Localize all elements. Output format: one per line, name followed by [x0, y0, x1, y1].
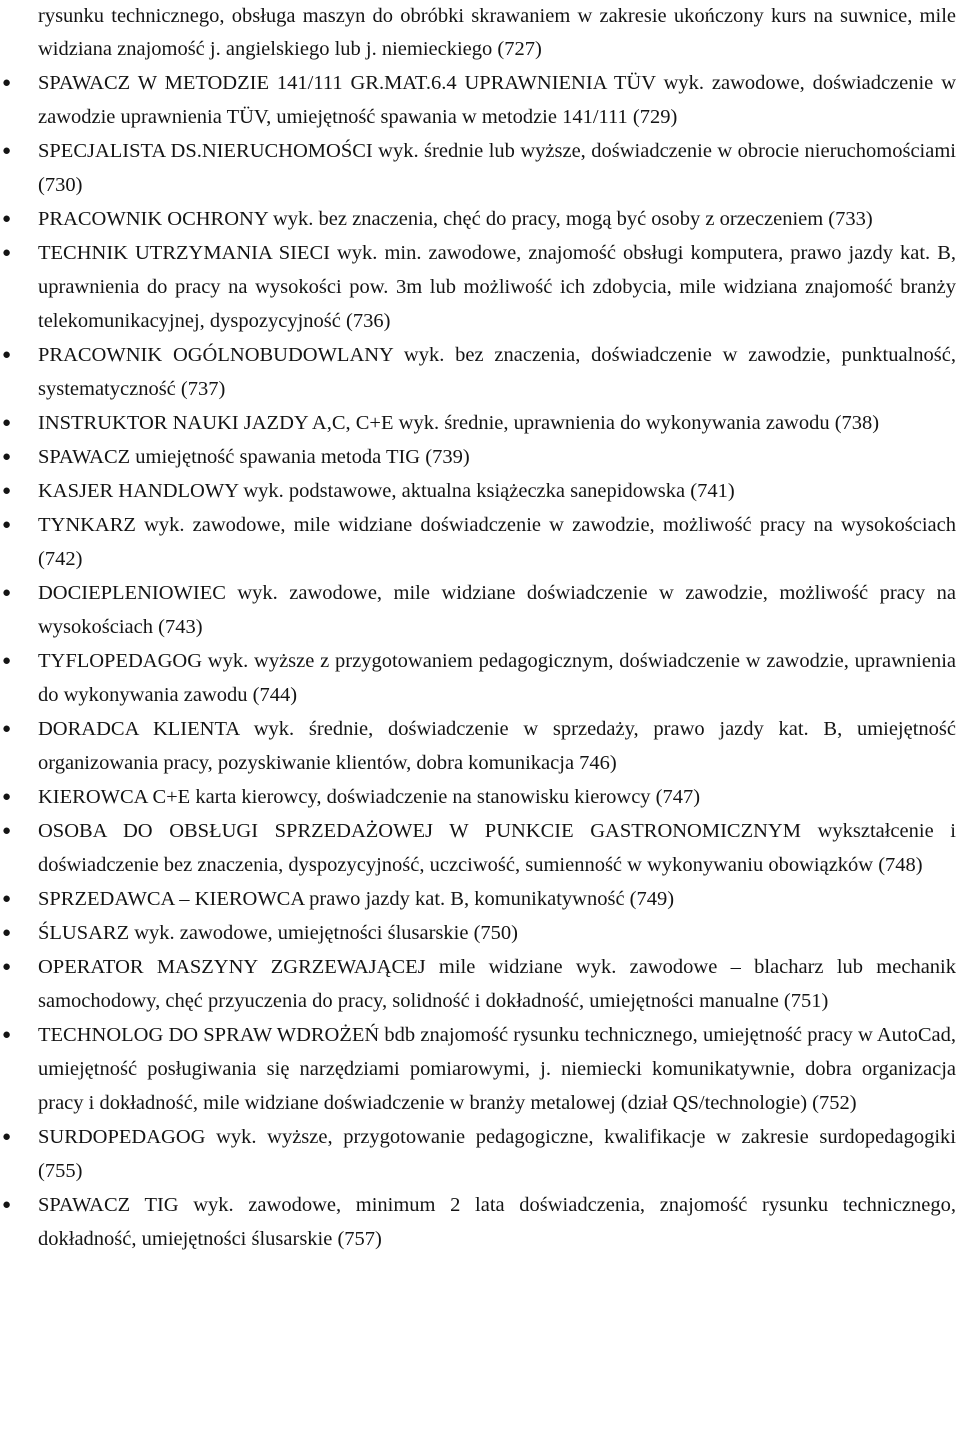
list-item — [0, 508, 956, 576]
list-item — [0, 576, 956, 644]
list-item-text: DORADCA KLIENTA wyk. średnie, doświadczenie w sprzedaży, prawo jazdy kat. B, umiejętność organizowania pracy, pozyskiwanie klientów, dobra komunikacja 746) — [38, 718, 956, 774]
bullet-icon: ● — [2, 211, 12, 227]
list-item — [0, 644, 956, 712]
bullet-icon: ● — [2, 789, 12, 805]
list-item-text: ŚLUSARZ wyk. zawodowe, umiejętności ślusarskie (750) — [38, 922, 518, 944]
list-item — [0, 338, 956, 406]
list-item-text: INSTRUKTOR NAUKI JAZDY A,C, C+E wyk. średnie, uprawnienia do wykonywania zawodu (738) — [38, 412, 880, 434]
list-item — [0, 814, 956, 882]
list-item-text: PRACOWNIK OGÓLNOBUDOWLANY wyk. bez znaczenia, doświadczenie w zawodzie, punktualność, systematyczność (737) — [38, 344, 956, 400]
bullet-icon: ● — [2, 75, 12, 91]
list-item-text: SURDOPEDAGOG wyk. wyższe, przygotowanie pedagogiczne, kwalifikacje w zakresie surdopedagogiki (755) — [38, 1126, 956, 1182]
list-item — [0, 1018, 956, 1120]
bullet-icon: ● — [2, 483, 12, 499]
list-item-text: KASJER HANDLOWY wyk. podstawowe, aktualna książeczka sanepidowska (741) — [38, 480, 735, 502]
list-item-text: SPAWACZ W METODZIE 141/111 GR.MAT.6.4 UPRAWNIENIA TÜV wyk. zawodowe, doświadczenie w zawodzie uprawnienia TÜV, umiejętność spawania w metodzie 141/111 (729) — [38, 72, 956, 128]
bullet-icon: ● — [2, 1027, 12, 1043]
bullet-icon: ● — [2, 1129, 12, 1145]
list-item-text: PRACOWNIK OCHRONY wyk. bez znaczenia, chęć do pracy, mogą być osoby z orzeczeniem (733) — [38, 208, 873, 230]
bullet-icon: ● — [2, 823, 12, 839]
list-item-text: OPERATOR MASZYNY ZGRZEWAJĄCEJ mile widziane wyk. zawodowe – blacharz lub mechanik samochodowy, chęć przyuczenia do pracy, solidność i dokładność, umiejętności manualne (751) — [38, 956, 956, 1012]
bullet-icon: ● — [2, 517, 12, 533]
list-item — [0, 474, 956, 508]
list-item-text: TYFLOPEDAGOG wyk. wyższe z przygotowaniem pedagogicznym, doświadczenie w zawodzie, uprawnienia do wykonywania zawodu (744) — [38, 650, 956, 706]
list-item — [0, 236, 956, 338]
list-item-text: KIEROWCA C+E karta kierowcy, doświadczenie na stanowisku kierowcy (747) — [38, 786, 701, 808]
list-item — [0, 712, 956, 780]
list-item — [0, 1188, 956, 1256]
job-offer-list — [0, 66, 956, 1256]
list-item-text: TECHNOLOG DO SPRAW WDROŻEŃ bdb znajomość rysunku technicznego, umiejętność pracy w AutoCad, umiejętność posługiwania się narzędziami pomiarowymi, j. niemiecki komunikatywnie, dobra organizacja pracy i dokładność, mile widziane doświadczenie w branży metalowej (dział QS/technologie) (752) — [38, 1024, 956, 1114]
list-item — [0, 780, 956, 814]
list-item-text: TYNKARZ wyk. zawodowe, mile widziane doświadczenie w zawodzie, możliwość pracy na wysokościach (742) — [38, 514, 956, 570]
bullet-icon: ● — [2, 347, 12, 363]
bullet-icon: ● — [2, 415, 12, 431]
bullet-icon: ● — [2, 143, 12, 159]
bullet-icon: ● — [2, 1197, 12, 1213]
list-item-text: SPAWACZ TIG wyk. zawodowe, minimum 2 lata doświadczenia, znajomość rysunku technicznego, dokładność, umiejętności ślusarskie (757) — [38, 1194, 956, 1250]
bullet-icon: ● — [2, 891, 12, 907]
list-item-text: SPRZEDAWCA – KIEROWCA prawo jazdy kat. B, komunikatywność (749) — [38, 888, 675, 910]
list-item — [0, 1120, 956, 1188]
bullet-icon: ● — [2, 721, 12, 737]
list-item — [0, 882, 956, 916]
bullet-icon: ● — [2, 959, 12, 975]
list-item — [0, 440, 956, 474]
bullet-icon: ● — [2, 245, 12, 261]
list-item-text: SPAWACZ umiejętność spawania metoda TIG (739) — [38, 446, 470, 468]
list-item-text: OSOBA DO OBSŁUGI SPRZEDAŻOWEJ W PUNKCIE GASTRONOMICZNYM wykształcenie i doświadczenie bez znaczenia, dyspozycyjność, uczciwość, sumienność w wykonywaniu obowiązków (748) — [38, 820, 956, 876]
list-item — [0, 916, 956, 950]
list-item — [0, 950, 956, 1018]
list-item-text: DOCIEPLENIOWIEC wyk. zawodowe, mile widziane doświadczenie w zawodzie, możliwość pracy na wysokościach (743) — [38, 582, 956, 638]
list-item-text: TECHNIK UTRZYMANIA SIECI wyk. min. zawodowe, znajomość obsługi komputera, prawo jazdy kat. B, uprawnienia do pracy na wysokości pow. 3m lub możliwość ich zdobycia, mile widziana znajomość branży telekomunikacyjnej, dyspozycyjność (736) — [38, 242, 956, 332]
list-item — [0, 406, 956, 440]
bullet-icon: ● — [2, 653, 12, 669]
list-item — [0, 66, 956, 134]
list-item-text: SPECJALISTA DS.NIERUCHOMOŚCI wyk. średnie lub wyższe, doświadczenie w obrocie nieruchomościami (730) — [38, 140, 956, 196]
bullet-icon: ● — [2, 925, 12, 941]
list-item — [0, 202, 956, 236]
bullet-icon: ● — [2, 449, 12, 465]
bullet-icon: ● — [2, 585, 12, 601]
continuation-paragraph: rysunku technicznego, obsługa maszyn do obróbki skrawaniem w zakresie ukończony kurs na suwnice, mile widziana znajomość j. angielskiego lub j. niemieckiego (727) — [38, 5, 956, 61]
list-item — [0, 134, 956, 202]
